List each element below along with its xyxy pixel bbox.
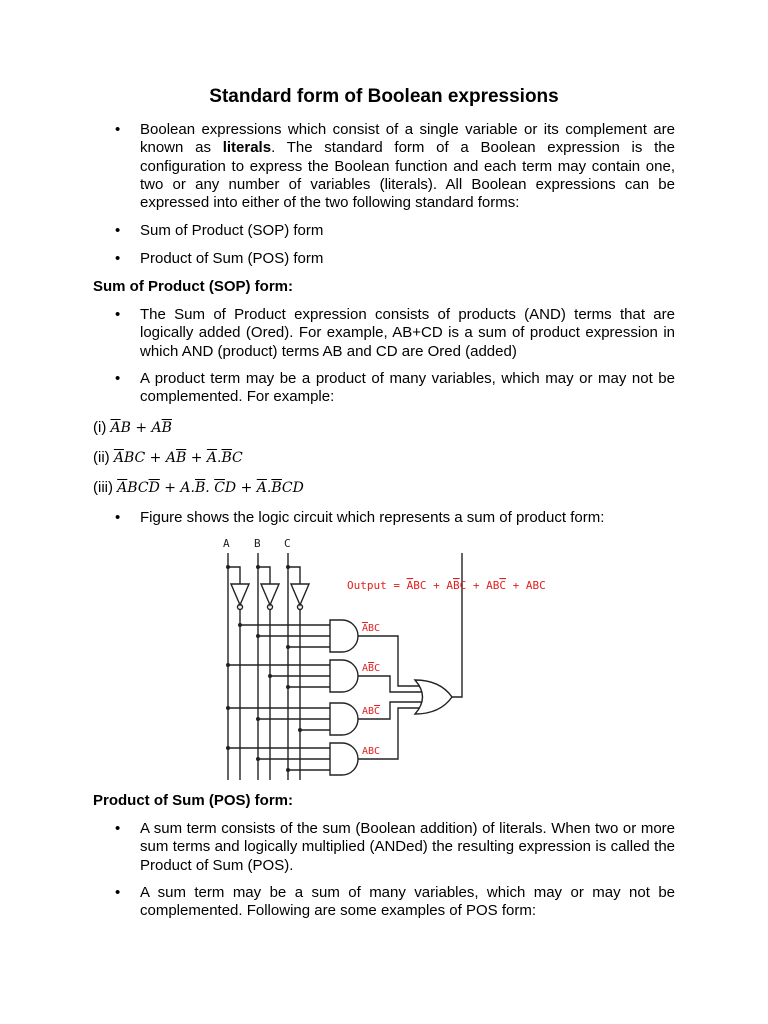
example-3-expression: $\overline{A}BC\overline{D} + A.\overline{B}$. $\overline{C}D + \overline{A}.\overline{B}CD$ (117, 480, 304, 496)
pos-bullet-2: A sum term may be a sum of many variables, which may or may not be complemented. Following are some examples of POS form: (140, 884, 675, 920)
intro-text-after: . The standard form of a Boolean expression is the configuration to express the Boolean function and each term may contain one, two or any number of variables (literals). All Boolean expressions can be expressed into either of the two following standard forms: (140, 139, 675, 212)
gate-label-4: ABC (362, 746, 381, 757)
example-2 (93, 449, 243, 466)
example-label: (ii) (93, 449, 110, 466)
intro-paragraph (140, 121, 675, 212)
figure-bullet: Figure shows the logic circuit which represents a sum of product form: (140, 509, 605, 526)
intro-text-before: Boolean expressions which consist of a single variable or its complement are known as (140, 121, 675, 157)
bullet-marker: • (115, 820, 121, 837)
bullet-marker: • (115, 884, 121, 901)
form-item-sop: Sum of Product (SOP) form (140, 222, 324, 239)
page-title: Standard form of Boolean expressions (209, 86, 559, 107)
sop-logic-circuit (0, 530, 768, 780)
input-label-c: C (284, 537, 291, 550)
sop-bullet-1: The Sum of Product expression consists of products (AND) terms that are logically added (Ored). For example, AB+CD is a sum of product expression in which AND (product) terms AB and CD are Ored (added) (140, 306, 675, 360)
bullet-marker: • (115, 121, 121, 138)
input-label-a: A (223, 537, 230, 550)
bullet-marker: • (115, 250, 121, 267)
bullet-marker: • (115, 509, 121, 526)
bullet-marker: • (115, 222, 121, 239)
literals-term: literals (222, 139, 272, 157)
output-label: Output = ABC + ABC + ABC + ABC (347, 579, 546, 592)
example-3 (93, 479, 304, 496)
example-2-expression: $\overline{A}BC + A\overline{B} + \overline{A}.\overline{B}C$ (113, 450, 243, 466)
pos-heading: Product of Sum (POS) form: (93, 792, 293, 809)
example-label: (iii) (93, 479, 113, 496)
sop-heading: Sum of Product (SOP) form: (93, 278, 293, 295)
example-label: (i) (93, 419, 107, 436)
bullet-marker: • (115, 306, 121, 323)
gate-label-3: ABC (362, 706, 381, 717)
input-label-b: B (254, 537, 261, 550)
bullet-marker: • (115, 370, 121, 387)
sop-bullet-2: A product term may be a product of many variables, which may or may not be complemented. For example: (140, 370, 675, 406)
example-1-expression: $\overline{A}B + A\overline{B}$ (110, 420, 172, 436)
pos-bullet-1: A sum term consists of the sum (Boolean addition) of literals. When two or more sum terms and logically multiplied (ANDed) the resulting expression is called the Product of Sum (POS). (140, 820, 675, 874)
gate-label-2: ABC (362, 663, 381, 674)
gate-label-1: ABC (362, 623, 381, 634)
form-item-pos: Product of Sum (POS) form (140, 250, 324, 267)
example-1 (93, 419, 172, 436)
